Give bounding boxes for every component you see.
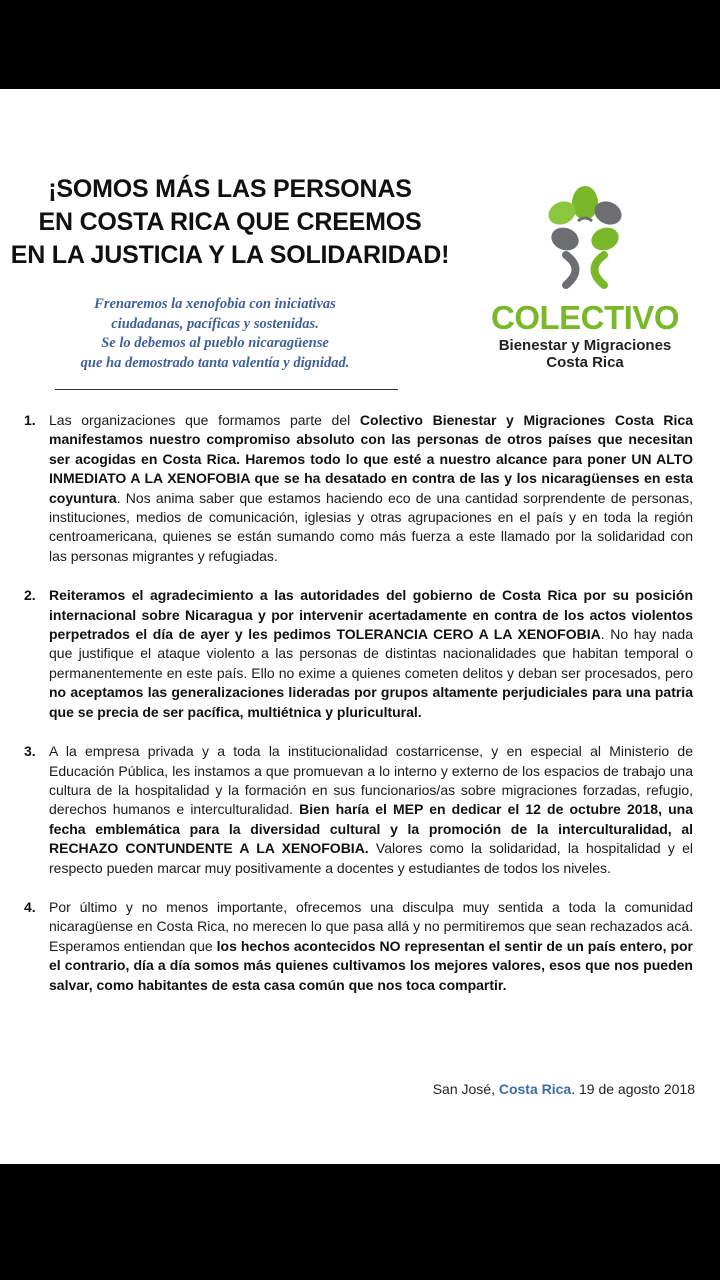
bold-text: Reiteramos el agradecimiento a las autoridades del gobierno de Costa Rica por su posición internacional sobre Nicaragua y por intervenir acertadamente en contra de los actos violentos perpetrados el día de ayer y les pedimos TOLERANCIA CERO A LA XENOFOBIA — [49, 587, 693, 643]
text: Las organizaciones que formamos parte del — [49, 412, 360, 428]
logo-name: COLECTIVO — [490, 299, 679, 336]
list-item — [0, 742, 720, 878]
colectivo-logo — [480, 181, 690, 371]
bold-text: Bien haría el MEP en dedicar el 12 de octubre 2018, una fecha emblemática para la diversidad cultural y la promoción de la interculturalidad, al RECHAZO CONTUNDENTE A LA XENOFOBIA. — [49, 801, 693, 857]
tagline — [30, 295, 400, 373]
divider — [55, 389, 398, 390]
numbered-list — [0, 411, 720, 1015]
logo-subtitle: Costa Rica — [546, 354, 624, 371]
list-item-number: 3. — [24, 743, 36, 760]
text: . No hay nada que justifique el ataque violento a las personas de distintas nacionalidades que habitan temporal o permanentemente en este país. Ello no exime a quienes cometen delitos y deban ser procesados, pero — [49, 626, 694, 681]
tagline-line: Se lo debemos al pueblo nicaragüense — [101, 335, 329, 351]
hands-tree-logo-icon — [540, 181, 630, 301]
list-item-number: 1. — [24, 412, 36, 428]
tagline-line: ciudadanas, pacíficas y sostenidas. — [111, 315, 319, 332]
bold-text: los hechos acontecidos NO representan el sentir de un país entero, por el contrario, día a día somos más quienes cultivamos los mejores valores, esos que nos pueden salvar, como habitantes de esta casa común que nos toca compartir. — [49, 937, 693, 993]
document-page — [0, 89, 720, 1164]
list-item-text — [49, 411, 693, 566]
signature-city: San José, — [432, 1081, 499, 1097]
headline-line: EN LA JUSTICIA Y LA SOLIDARIDAD! — [10, 241, 450, 269]
tagline-line: que ha demostrado tanta valentía y dignidad. — [80, 354, 350, 371]
text: Valores como la solidaridad, la hospitalidad y el respecto pueden marcar muy positivamente a docentes y estudiantes de todos los niveles. — [49, 840, 693, 876]
text: Por último y no menos importante, ofrecemos una disculpa muy sentida a toda la comunidad nicaragüense en Costa Rica, no merecen lo que pasa allá y no permitiremos que sean rechazados acá. Esperamos entiendan que — [49, 898, 693, 954]
list-item — [0, 898, 720, 995]
headline-line: EN COSTA RICA QUE CREEMOS — [38, 208, 422, 236]
list-item-number: 4. — [24, 898, 36, 915]
headline-line: ¡SOMOS MÁS LAS PERSONAS — [48, 175, 412, 203]
list-item-text — [49, 898, 693, 995]
list-item — [0, 586, 720, 722]
list-item — [0, 411, 720, 566]
signature-date: . 19 de agosto 2018 — [571, 1081, 695, 1097]
tagline-line: Frenaremos la xenofobia con iniciativas — [94, 296, 336, 312]
headline — [0, 173, 460, 272]
bold-text: Colectivo Bienestar y Migraciones Costa Rica manifestamos nuestro compromiso absoluto con las personas de otros países que necesitan ser acogidas en Costa Rica. Haremos todo lo que esté a nuestro alcance para poner UN ALTO INMEDIATO A LA XENOFOBIA que se ha desatado en contra de las y los nicaragüenses en esta coyuntura — [49, 412, 693, 506]
logo-subtitle: Bienestar y Migraciones — [498, 337, 672, 354]
list-item-number: 2. — [24, 587, 36, 604]
list-item-text — [49, 742, 693, 878]
list-item-text — [49, 586, 693, 722]
signature — [433, 1080, 695, 1099]
signature-country: Costa Rica — [498, 1081, 572, 1097]
text: . Nos anima saber que estamos haciendo eco de una cantidad sorprendente de personas, instituciones, medios de comunicación, iglesias y otras agrupaciones en el país y en toda la región centroamericana, quienes se están sumando como más fuerza a este llamado por la solidaridad con las personas migrantes y refugiadas. — [49, 489, 693, 564]
text: A la empresa privada y a toda la institucionalidad costarricense, y en especial al Ministerio de Educación Pública, les instamos a que promuevan a lo interno y externo de los espacios de trabajo una cultura de la hospitalidad y la formación en sus funcionarios/as sobre migraciones forzadas, refugio, derechos humanos e interculturalidad. — [49, 743, 693, 818]
bold-text: no aceptamos las generalizaciones lideradas por grupos altamente perjudiciales para una patria que se precia de ser pacífica, multiétnica y pluricultural. — [49, 684, 693, 720]
